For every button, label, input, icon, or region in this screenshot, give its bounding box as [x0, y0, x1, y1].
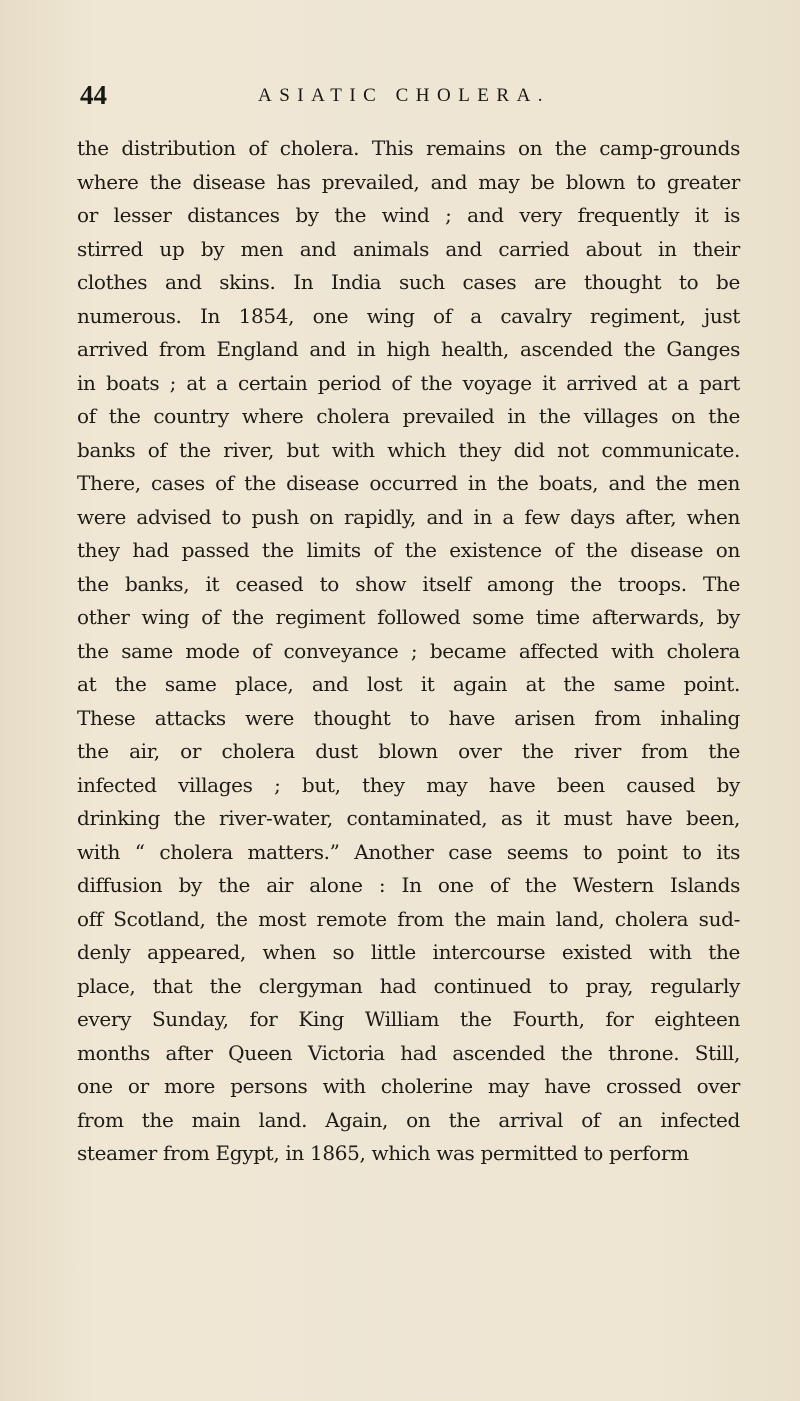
text-line: of the country where cholera prevailed in the villages on the [77, 404, 740, 428]
body-paragraph [77, 132, 740, 1171]
text-line: were advised to push on rapidly, and in a few days after, when [77, 504, 740, 529]
text-line: diffusion by the air alone : In one of the Western Islands [77, 873, 740, 897]
text-line: the banks, it ceased to show itself among the troops. The [77, 571, 740, 596]
text-line: at the same place, and lost it again at the same point. [77, 672, 740, 696]
text-line: numerous. In 1854, one wing of a cavalry regiment, just [77, 303, 740, 328]
text-line: steamer from Egypt, in 1865, which was permitted to perform [77, 1141, 689, 1165]
text-line: There, cases of the disease occurred in the boats, and the men [77, 471, 740, 495]
text-line: months after Queen Victoria had ascended the throne. Still, [77, 1040, 740, 1065]
text-line: with “ cholera matters.” Another case seems to point to its [77, 839, 740, 864]
text-line: one or more persons with cholerine may have crossed over [77, 1074, 740, 1098]
text-line: they had passed the limits of the existence of the disease on [77, 538, 740, 562]
text-line: off Scotland, the most remote from the main land, cholera sud- [77, 906, 740, 931]
page-number: 44 [80, 80, 107, 110]
running-title: ASIATIC CHOLERA. [258, 85, 551, 106]
text-line: from the main land. Again, on the arrival of an infected [77, 1107, 740, 1132]
text-line: the distribution of cholera. This remains on the camp-grounds [77, 136, 740, 160]
text-line: the air, or cholera dust blown over the river from the [77, 739, 740, 763]
text-line: These attacks were thought to have arisen from inhaling [77, 705, 740, 730]
text-line: in boats ; at a certain period of the voyage it arrived at a part [77, 370, 740, 395]
text-line: every Sunday, for King William the Fourth, for eighteen [77, 1007, 740, 1031]
text-line: the same mode of conveyance ; became affected with cholera [77, 638, 740, 663]
text-line: where the disease has prevailed, and may be blown to greater [77, 169, 740, 194]
text-line: denly appeared, when so little intercourse existed with the [77, 940, 740, 964]
text-line: stirred up by men and animals and carried about in their [77, 236, 740, 261]
text-line: place, that the clergyman had continued to pray, regularly [77, 973, 740, 998]
text-line: or lesser distances by the wind ; and very frequently it is [77, 203, 740, 227]
text-line: clothes and skins. In India such cases are thought to be [77, 270, 740, 294]
text-line: drinking the river-water, contaminated, as it must have been, [77, 806, 740, 830]
text-line: other wing of the regiment followed some time afterwards, by [77, 605, 740, 629]
text-line: infected villages ; but, they may have been caused by [77, 772, 740, 797]
page-header [80, 80, 740, 116]
text-line: arrived from England and in high health, ascended the Ganges [77, 337, 740, 361]
text-line: banks of the river, but with which they did not communicate. [77, 437, 740, 462]
